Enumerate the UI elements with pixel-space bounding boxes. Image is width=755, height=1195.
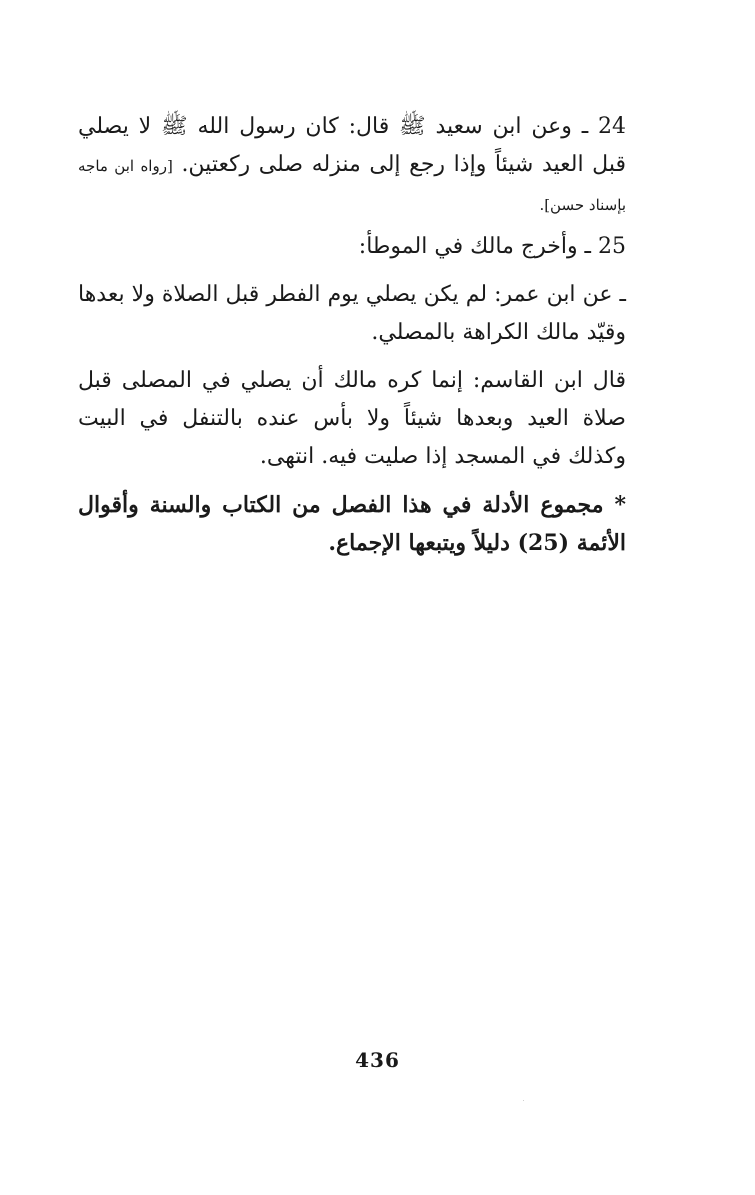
page-number: 436 xyxy=(355,1048,400,1072)
page-body xyxy=(78,108,626,562)
hadith-24-text: 24 ـ وعن ابن سعيد ﷺ قال: كان رسول الله ﷺ لا يصلي قبل العيد شيئاً وإذا رجع إلى منزله صلى ركعتين. xyxy=(78,114,626,177)
evidence-summary: * مجموع الأدلة في هذا الفصل من الكتاب والسنة وأقوال الأئمة (25) دليلاً ويتبعها الإجماع. xyxy=(78,492,626,556)
ibn-umar-narration: ـ عن ابن عمر: لم يكن يصلي يوم الفطر قبل الصلاة ولا بعدها وقيّد مالك الكراهة بالمصلي. xyxy=(78,282,626,345)
ibn-al-qasim-quote: قال ابن القاسم: إنما كره مالك أن يصلي في المصلى قبل صلاة العيد وبعدها شيئاً ولا بأس عنده بالتنفل في البيت وكذلك في المسجد إذا صليت فيه. انتهى. xyxy=(78,368,626,469)
hadith-24 xyxy=(78,108,626,224)
hadith-25-heading: 25 ـ وأخرج مالك في الموطأ: xyxy=(358,234,626,259)
hadith-24-reference: [رواه ابن ماجه بإسناد حسن]. xyxy=(78,157,626,214)
scan-speck xyxy=(523,1100,524,1101)
